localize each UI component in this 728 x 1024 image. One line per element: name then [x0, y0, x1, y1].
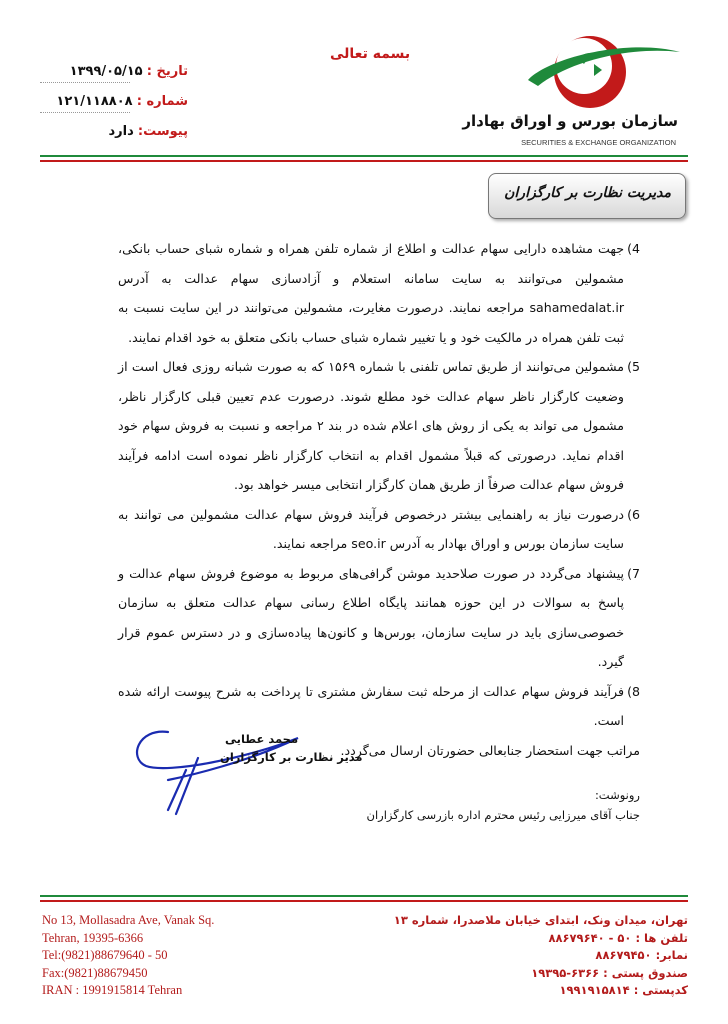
- list-item: [118, 352, 640, 500]
- item-number: 7): [627, 565, 640, 581]
- footer-fa-line: نمابر: ۸۸۶۷۹۴۵۰: [595, 948, 688, 963]
- list-item: [118, 500, 640, 559]
- item-number: 4): [627, 241, 640, 256]
- number-row: [38, 94, 188, 109]
- number-dotted-line: [40, 112, 130, 113]
- footer-fa-line: کدپستی : ۱۹۹۱۹۱۵۸۱۴: [559, 983, 688, 998]
- closing-line: مراتب جهت استحضار جنابعالی حضورتان ارسال می‌گردد.: [340, 742, 640, 758]
- footer-en-line: Tehran, 19395-6366: [42, 930, 144, 945]
- footer-rule-red: [40, 900, 688, 902]
- item-text: درصورت نیاز به راهنمایی بیشتر درخصوص فرآیند فروش سهام عدالت مشمولین می توانند به سایت سازمان بورس و اوراق بهادار به آدرس seo.ir مراجعه نمایند.: [118, 506, 624, 551]
- cc-line: جناب آقای میرزایی رئیس محترم اداره بازرسی کارگزاران: [366, 808, 640, 822]
- item-text: پیشنهاد می‌گردد در صورت صلاحدید موشن گرافی‌های مربوط به موضوع فروش سهام عدالت و پاسخ به سوالات در این حوزه همانند پایگاه اطلاع رسانی سهام عدالت متعلق به سازمان خصوصی‌سازی باید در سایت سازمان، بورس‌ها و کانون‌ها پیاده‌سازی و در دسترس عموم قرار گیرد.: [118, 565, 624, 669]
- footer-en-line: No 13, Mollasadra Ave, Vanak Sq.: [42, 913, 215, 927]
- number-value: ۱۲۱/۱۱۸۸۰۸: [56, 94, 133, 109]
- item-number: 5): [627, 359, 640, 374]
- footer-address-fa: [394, 912, 688, 1000]
- footer-en-line: Fax:(9821)88679450: [42, 965, 148, 980]
- signatory-name: محمد عطایی: [225, 732, 299, 746]
- org-name-en: SECURITIES & EXCHANGE ORGANIZATION: [521, 138, 676, 147]
- item-number: 8): [627, 683, 640, 699]
- list-item: [118, 234, 640, 352]
- bismillah: بسمه تعالی: [330, 46, 411, 62]
- item-text: جهت مشاهده دارایی سهام عدالت و اطلاع از شماره تلفن همراه و شماره شبای حساب بانکی، مشمولین می‌توانند به سایت سامانه استعلام و آزادسازی سهام عدالت به آدرس sahamedalat.ir مراجعه نمایند. درصورت مغایرت، مشمولین می‌توانند در این سایت نسبت به ثبت تلفن همراه در مالکیت خود و یا تغییر شماره شبای حساب بانکی متعلق به خود اقدام نمایند.: [118, 241, 624, 345]
- footer-fa-line: تهران، میدان ونک، ابتدای خیابان ملاصدرا، شماره ۱۳: [393, 913, 688, 927]
- number-label: شماره :: [136, 94, 188, 109]
- footer-en-line: Tel:(9821)88679640 - 50: [42, 948, 168, 963]
- organization-logo: [508, 28, 688, 152]
- footer-fa-line: صندوق پستی : ۶۳۶۶-۱۹۳۹۵: [531, 965, 688, 980]
- footer-rule-green: [40, 895, 688, 897]
- item-text: فرآیند فروش سهام عدالت از مرحله ثبت سفارش مشتری تا پرداخت به شرح پیوست ارائه شده است.: [118, 683, 624, 728]
- header-rule-green: [40, 155, 688, 157]
- seo-logo-icon: [508, 28, 688, 118]
- date-value: ۱۳۹۹/۰۵/۱۵: [69, 64, 143, 79]
- date-row: [38, 64, 188, 79]
- list-item: [118, 559, 640, 677]
- item-text: مشمولین می‌توانند از طریق تماس تلفنی با شماره ۱۵۶۹ که به صورت شبانه روزی فعال است از وضعیت کارگزار ناظر سهام عدالت خود مطلع شوند. درصورت عدم تعیین قبلی کارگزار ناظر، مشمول می تواند به یکی از روش های اعلام شده در بند ۲ مراجعه و نسبت به فروش سهام خود اقدام نماید. درصورتی که قبلاً مشمول اقدام به انتخاب کارگزار ناظر نموده است ادامه فرآیند فروش سهام عدالت صرفاً از طریق همان کارگزار انتخابی میسر خواهد بود.: [118, 359, 625, 492]
- attachment-label: پیوست:: [137, 124, 188, 139]
- date-label: تاریخ :: [146, 64, 188, 79]
- department-title: مدیریت نظارت بر کارگزاران: [504, 185, 671, 201]
- department-box: [488, 173, 686, 219]
- header-rule-red: [40, 160, 688, 162]
- org-name-fa: سازمان بورس و اوراق بهادار: [462, 112, 678, 130]
- item-number: 6): [627, 506, 640, 522]
- attachment-value: دارد: [108, 124, 134, 139]
- signatory-title: مدیر نظارت بر کارگزاران: [220, 750, 363, 764]
- footer-fa-line: تلفن ها : ۵۰ - ۸۸۶۷۹۶۴۰: [548, 930, 688, 945]
- attachment-row: [38, 124, 188, 139]
- letter-body: [118, 234, 640, 765]
- footer-address-en: [42, 912, 214, 1000]
- date-dotted-line: [40, 82, 130, 83]
- footer-en-line: IRAN : 1991915814 Tehran: [42, 983, 183, 998]
- cc-label: رونوشت:: [594, 788, 640, 802]
